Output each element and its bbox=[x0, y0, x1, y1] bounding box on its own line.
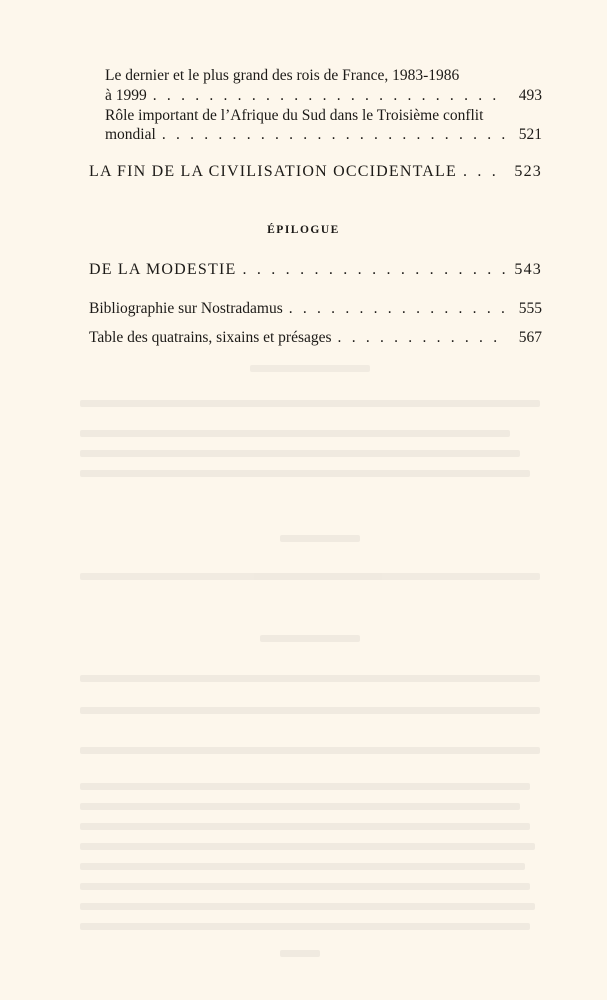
toc-section bbox=[89, 162, 542, 181]
toc-entry bbox=[105, 125, 542, 144]
toc-entry-line: Rôle important de l’Afrique du Sud dans le Troisième conflit bbox=[105, 107, 484, 124]
toc-section bbox=[89, 260, 542, 279]
toc-page-number: 493 bbox=[518, 87, 542, 104]
toc-entry bbox=[89, 328, 542, 347]
leader-dots bbox=[338, 328, 506, 347]
toc-page-number: 521 bbox=[518, 126, 542, 143]
toc-page-number: 523 bbox=[514, 163, 542, 180]
leader-dots bbox=[289, 299, 506, 318]
toc-page-number: 567 bbox=[518, 329, 542, 346]
toc-section-title: DE LA MODESTIE bbox=[89, 261, 237, 278]
toc-entry-title: à 1999 bbox=[105, 87, 147, 104]
toc-page-number: 555 bbox=[518, 300, 542, 317]
toc-entry-title: Bibliographie sur Nostradamus bbox=[89, 300, 283, 317]
toc-section-title: LA FIN DE LA CIVILISATION OCCIDENTALE bbox=[89, 163, 457, 180]
toc-page-number: 543 bbox=[514, 261, 542, 278]
leader-dots bbox=[242, 260, 506, 279]
show-through-texture bbox=[80, 355, 540, 955]
epilogue-heading: ÉPILOGUE bbox=[267, 224, 340, 236]
leader-dots bbox=[153, 86, 506, 105]
leader-dots bbox=[463, 162, 506, 181]
toc-entry-line: Le dernier et le plus grand des rois de France, 1983-1986 bbox=[105, 67, 460, 84]
toc-entry bbox=[89, 299, 542, 318]
toc-entry-title: mondial bbox=[105, 126, 156, 143]
toc-entry-title: Table des quatrains, sixains et présages bbox=[89, 329, 332, 346]
toc-entry bbox=[105, 86, 542, 105]
leader-dots bbox=[162, 125, 506, 144]
